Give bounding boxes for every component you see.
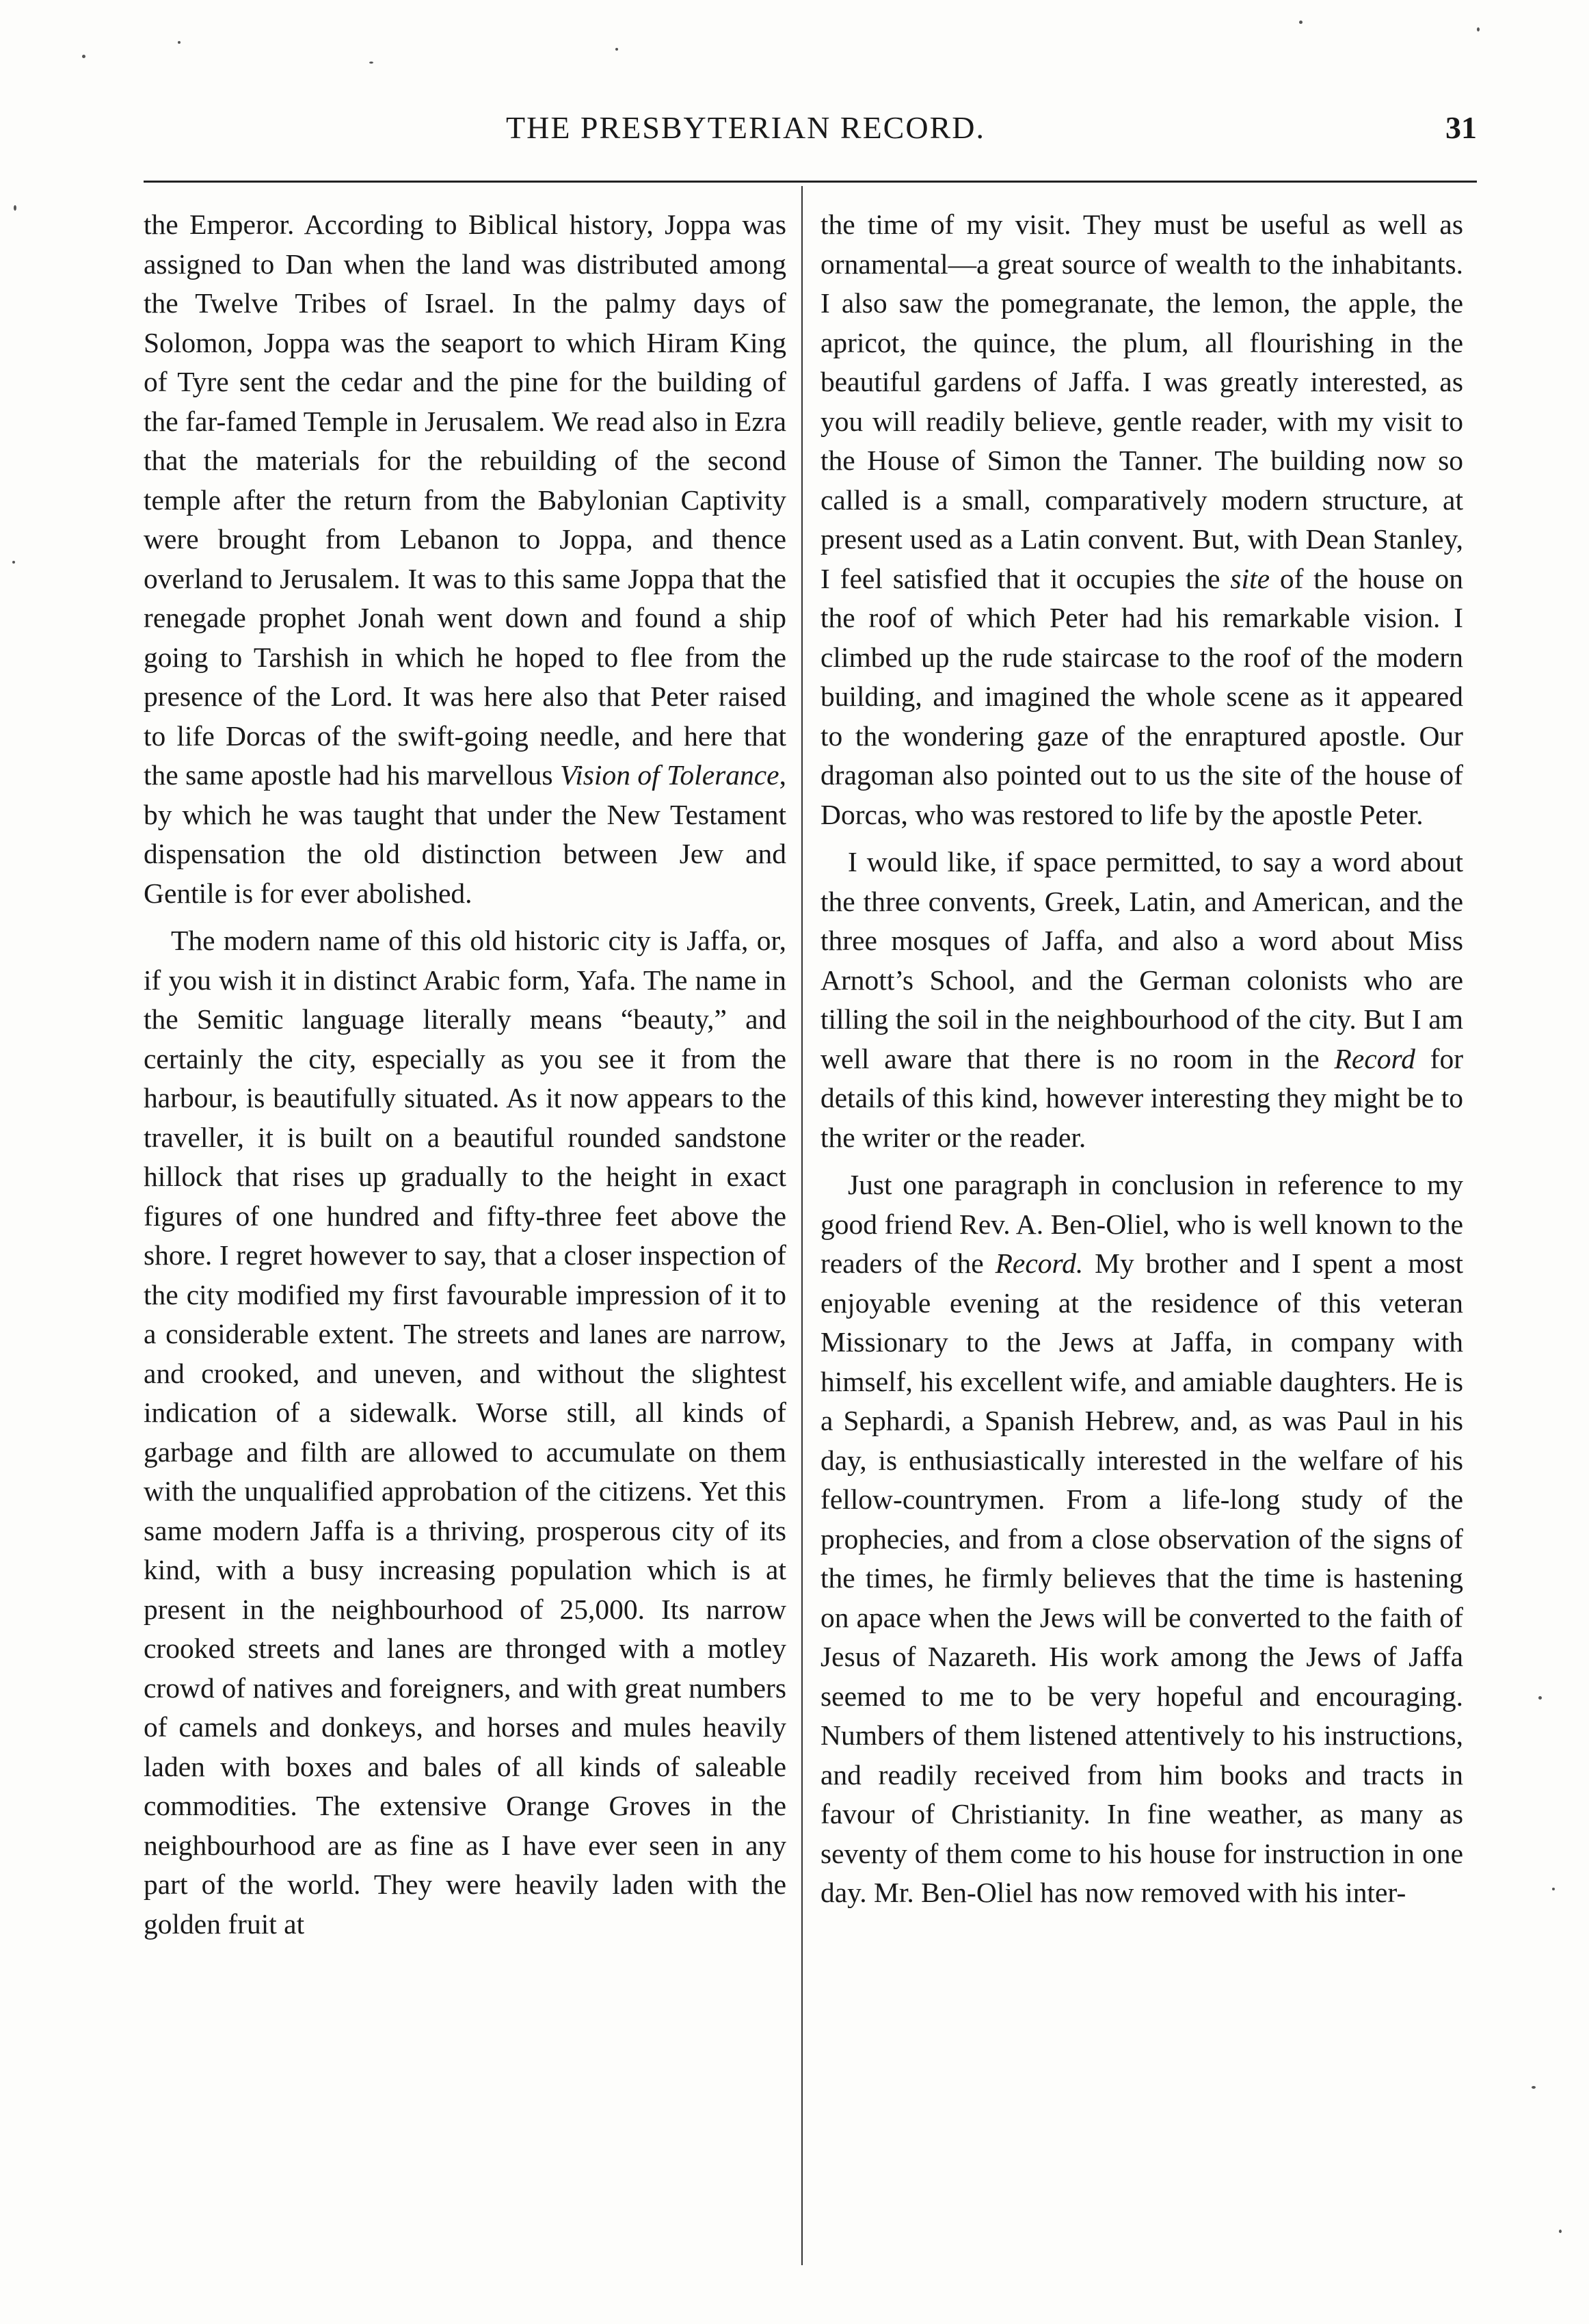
scan-speck — [1538, 1696, 1542, 1700]
scan-speck — [1532, 2086, 1536, 2089]
right-p2-italic: Record — [1334, 1042, 1415, 1074]
right-paragraph-1 — [820, 205, 1463, 834]
right-paragraph-2 — [820, 843, 1463, 1157]
right-p1-italic: site — [1230, 562, 1270, 594]
right-p1-text: the time of my visit. They must be useful as well as ornamental—a great source of wealth to the inhabitants. I also saw the pomegranate, the lemon, the apple, the apricot, the quince, the plum, all flourishing in the beautiful gardens of Jaffa. I was greatly interested, as you will readily believe, gentle reader, with my visit to the House of Simon the Tanner. The building now so called is a small, comparatively modern structure, at present used as a Latin convent. But, with Dean Stanley, I feel satisfied that it occupies the — [820, 209, 1463, 594]
scan-speck — [12, 561, 15, 564]
scan-speck — [369, 62, 373, 64]
scan-speck — [615, 48, 618, 51]
column-divider — [801, 186, 803, 2265]
scan-speck — [178, 41, 181, 44]
scan-speck — [82, 55, 85, 58]
left-p1-end: , by which he was taught that under the New Testament dispensation the old distinction between Jew and Gentile is for ever abolished. — [144, 759, 786, 909]
running-head — [144, 104, 1477, 159]
right-p3-end: My brother and I spent a most enjoyable evening at the residence of this veteran Missionary to the Jews at Jaffa, in company with himself, his excellent wife, and amiable daughters. He is a Sephardi, a Spanish Hebrew, and, as was Paul in his day, is enthusiastically interested in the welfare of his fellow-countrymen. From a life-long study of the prophecies, and from a close observation of the signs of the times, he firmly believes that the time is hastening on apace when the Jews will be converted to the faith of Jesus of Nazareth. His work among the Jews of Jaffa seemed to me to be very hopeful and encouraging. Numbers of them listened attentively to his instructions, and readily received from him books and tracts in favour of Christianity. In fine weather, as many as seventy of them come to his house for instruction in one day. Mr. Ben-Oliel has now removed with his inter- — [820, 1247, 1463, 1908]
left-p1-italic: Vision of Tolerance — [559, 759, 779, 791]
header-rule — [144, 181, 1477, 183]
right-p3-italic: Record. — [995, 1247, 1084, 1279]
scan-speck — [1552, 1888, 1555, 1890]
scan-speck — [1299, 21, 1303, 24]
page-number: 31 — [1445, 110, 1477, 145]
left-column — [144, 205, 786, 1952]
right-p2-text: I would like, if space permitted, to say a word about the three convents, Greek, Latin, and American, and the three mosques of Jaffa, and also a word about Miss Arnott’s School, and the German colonists who are tilling the soil in the neighbourhood of the city. But I am well aware that there is no room in the — [820, 846, 1463, 1074]
right-p1-end: of the house on the roof of which Peter had his remarkable vision. I climbed up the rude staircase to the roof of the modern building, and imagined the whole scene as it appeared to the wondering gaze of the enraptured apostle. Our dragoman also pointed out to us the site of the house of Dorcas, who was restored to life by the apostle Peter. — [820, 562, 1463, 830]
scan-speck — [1559, 2230, 1562, 2233]
running-title: THE PRESBYTERIAN RECORD. — [506, 110, 985, 145]
right-p3-text: Just one paragraph in conclusion in reference to my good friend Rev. A. Ben-Oliel, who is well known to the readers of the — [820, 1169, 1463, 1279]
right-paragraph-3 — [820, 1165, 1463, 1913]
scan-speck — [1477, 27, 1480, 31]
scan-speck — [14, 205, 16, 211]
right-p2-end: for details of this kind, however interesting they might be to the writer or the reader. — [820, 1042, 1464, 1153]
left-paragraph-2: The modern name of this old historic city is Jaffa, or, if you wish it in distinct Arabic form, Yafa. The name in the Semitic language literally means “beauty,” and certainly the city, especially as you see it from the harbour, is beautifully situated. As it now appears to the traveller, it is built on a beautiful rounded sandstone hillock that rises up gradually to the height in exact figures of one hundred and fifty-three feet above the shore. I regret however to say, that a closer inspection of the city modified my first favourable impression of it to a considerable extent. The streets and lanes are narrow, and crooked, and uneven, and without the slightest indication of a sidewalk. Worse still, all kinds of garbage and filth are allowed to accumulate on them with the unqualified approbation of the citizens. Yet this same modern Jaffa is a thriving, prosperous city of its kind, with a busy increasing population which is at present in the neighbourhood of 25,000. Its narrow crooked streets and lanes are thronged with a motley crowd of natives and foreigners, and with great numbers of camels and donkeys, and horses and mules heavily laden with boxes and bales of all kinds of saleable commodities. The extensive Orange Groves in the neighbourhood are as fine as I have ever seen in any part of the world. They were heavily laden with the golden fruit at — [144, 925, 786, 1940]
left-p1-text: the Emperor. According to Biblical history, Joppa was assigned to Dan when the land was distributed among the Twelve Tribes of Israel. In the palmy days of Solomon, Joppa was the seaport to which Hiram King of Tyre sent the cedar and the pine for the building of the far-famed Temple in Jerusalem. We read also in Ezra that the materials for the rebuilding of the second temple after the return from the Babylonian Captivity were brought from Lebanon to Joppa, and thence overland to Jerusalem. It was to this same Joppa that the renegade prophet Jonah went down and found a ship going to Tarshish in which he hoped to flee from the presence of the Lord. It was here also that Peter raised to life Dorcas of the swift-going needle, and here that the same apostle had his marvellous — [144, 209, 786, 791]
right-column — [820, 205, 1463, 1921]
left-paragraph-1 — [144, 205, 786, 913]
